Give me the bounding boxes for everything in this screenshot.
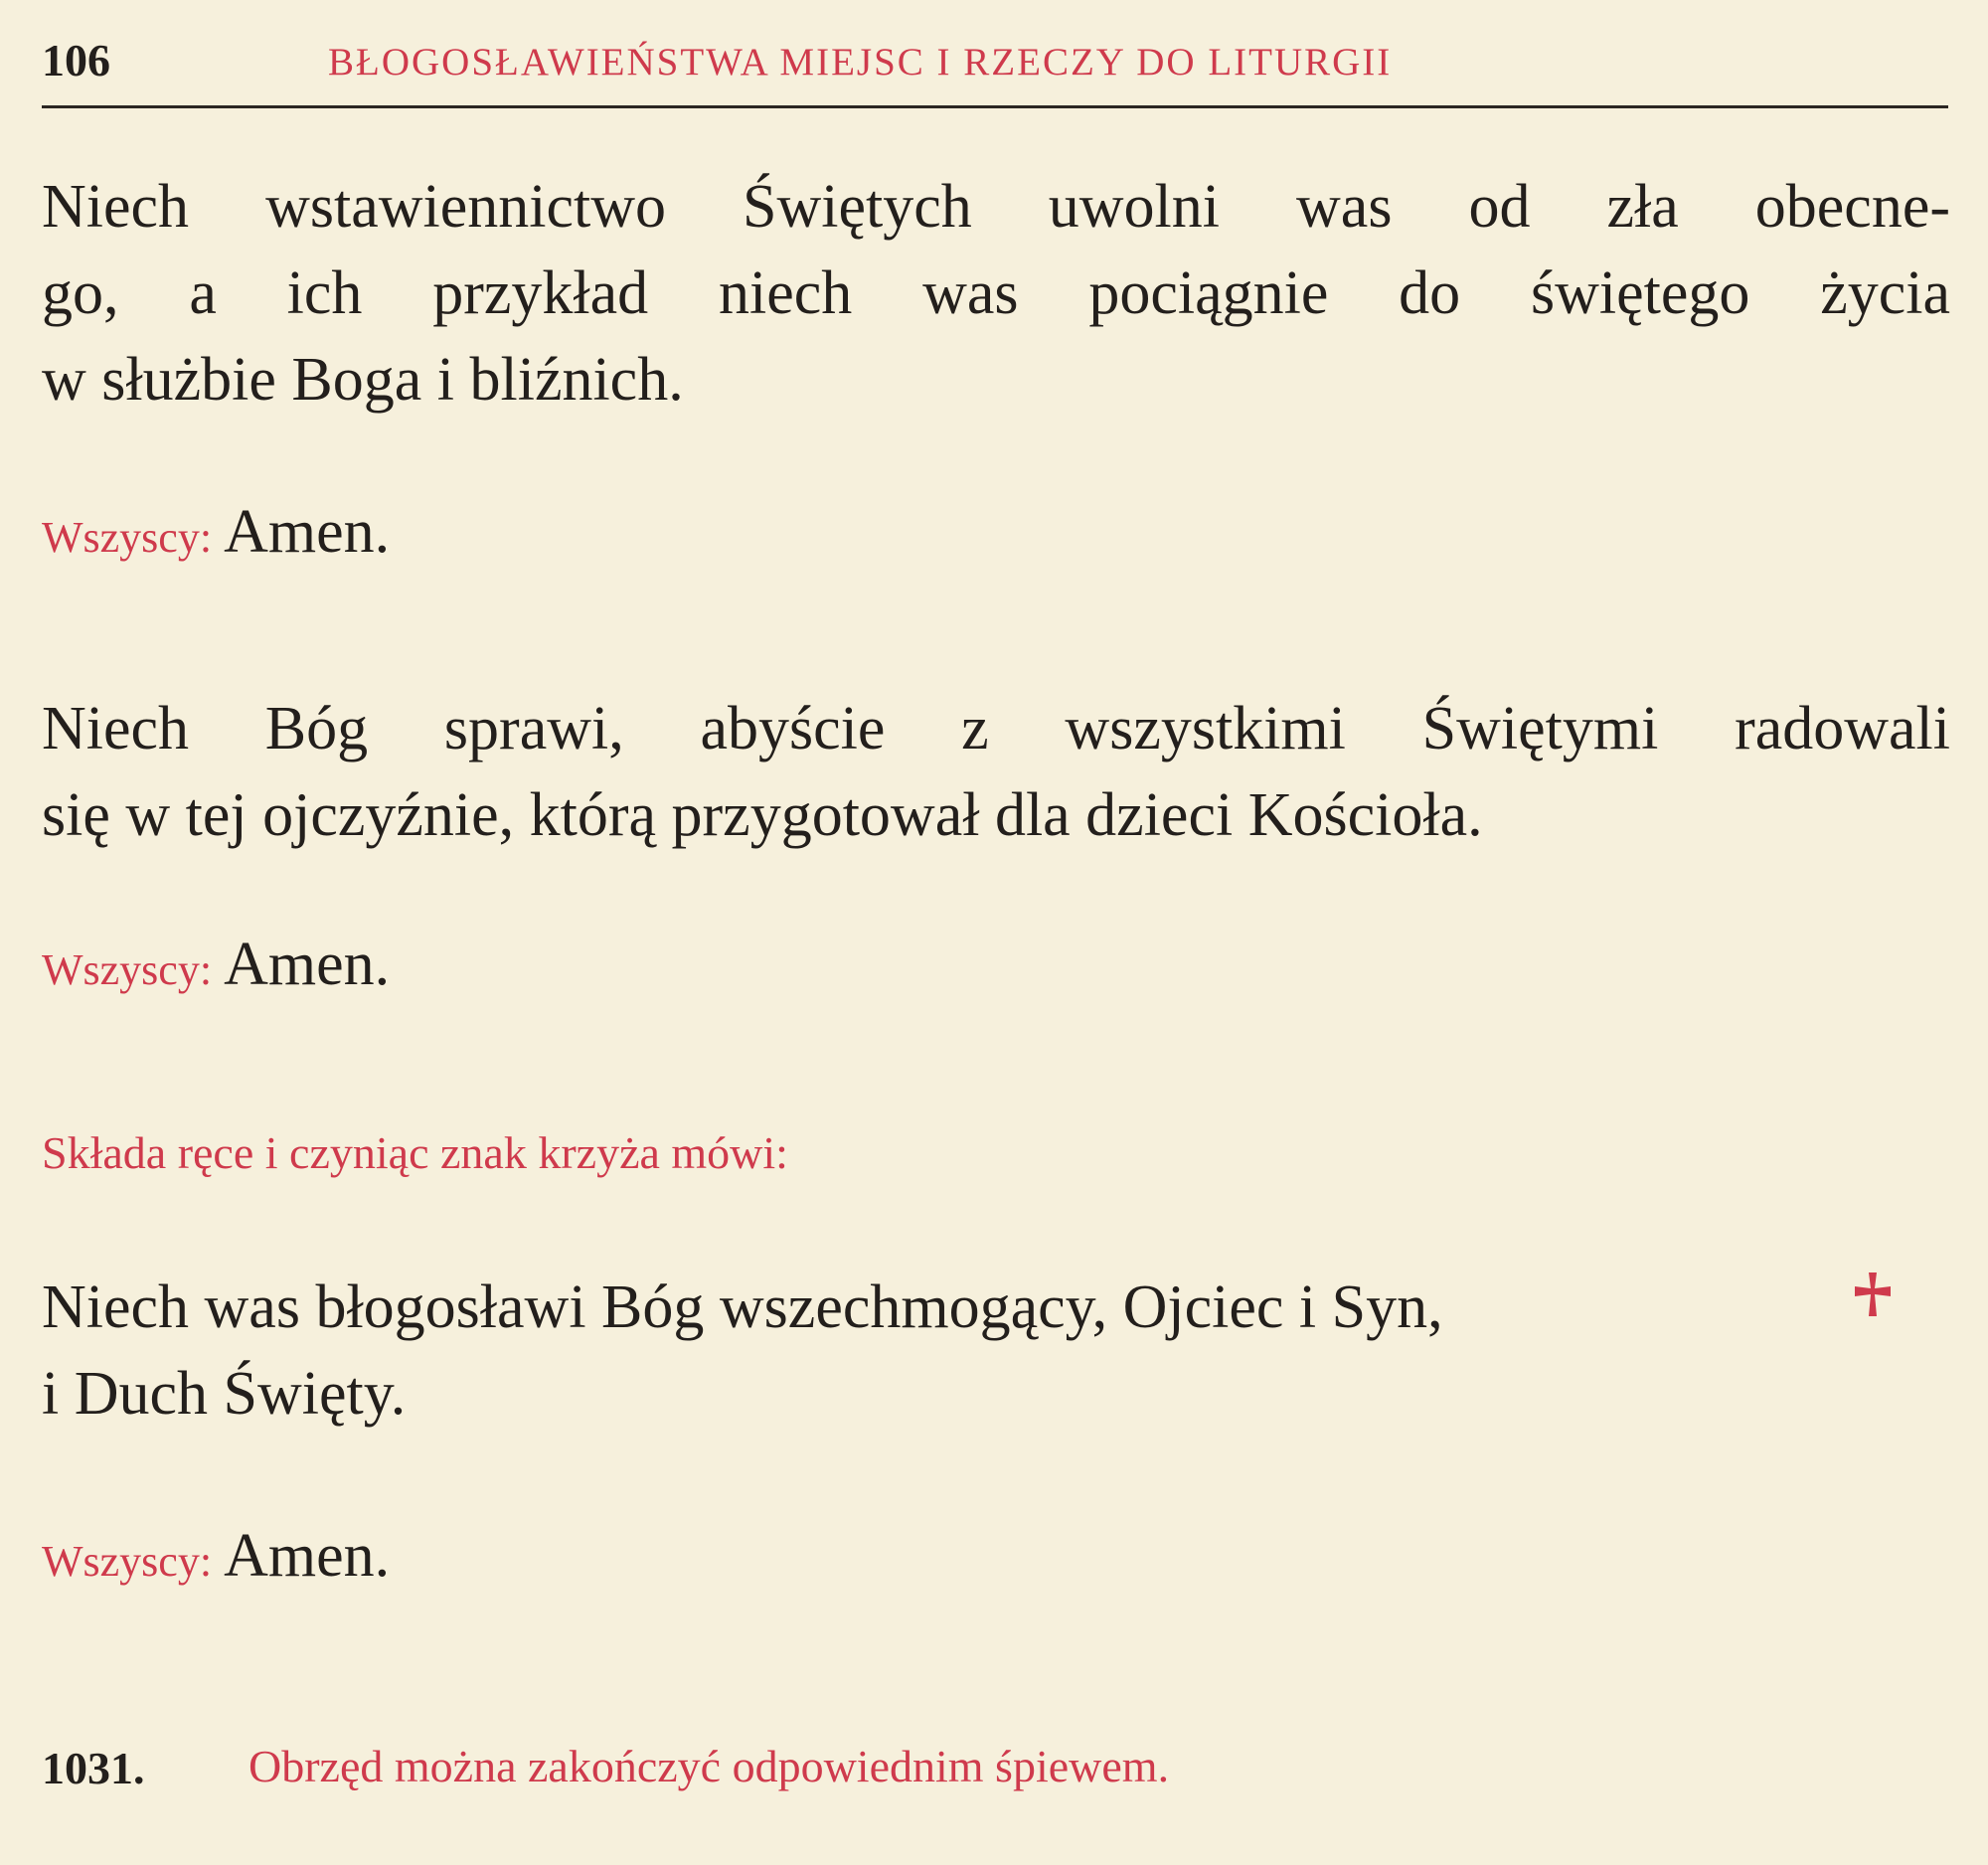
text-line: się w tej ojczyźnie, którą przygotował dla dzieci Kościoła.	[42, 781, 1483, 849]
response-text: Amen.	[224, 1522, 391, 1590]
text-line: w służbie Boga i bliźnich.	[42, 346, 684, 414]
response-speaker: Wszyscy:	[42, 1537, 213, 1586]
response-amen-3	[42, 1521, 390, 1592]
cross-icon	[1849, 1271, 1897, 1318]
response-amen-1	[42, 497, 390, 568]
blessing-paragraph-3	[42, 1265, 1831, 1438]
page-number: 106	[42, 35, 110, 85]
rubric-instruction: Składa ręce i czyniąc znak krzyża mówi:	[42, 1127, 788, 1178]
response-text: Amen.	[224, 498, 391, 566]
section-number: 1031.	[42, 1743, 145, 1793]
response-speaker: Wszyscy:	[42, 945, 213, 994]
section-rubric: Obrzęd można zakończyć odpowiednim śpiewem.	[248, 1741, 1170, 1791]
response-text: Amen.	[224, 931, 391, 998]
text-line: Niech was błogosławi Bóg wszechmogący, Ojciec i Syn,	[42, 1273, 1443, 1341]
response-amen-2	[42, 930, 390, 1000]
response-speaker: Wszyscy:	[42, 513, 213, 562]
text-line: go, a ich przykład niech was pociągnie do świętego życia	[42, 259, 1950, 327]
text-line: Niech Bóg sprawi, abyście z wszystkimi Świętymi radowali	[42, 695, 1950, 763]
text-line: i Duch Święty.	[42, 1360, 407, 1428]
blessing-paragraph-1	[42, 164, 1950, 424]
text-line: Niech wstawiennictwo Świętych uwolni was od zła obecne-	[42, 173, 1950, 241]
blessing-paragraph-2	[42, 686, 1950, 859]
running-title: BŁOGOSŁAWIEŃSTWA MIEJSC I RZECZY DO LITURGII	[328, 41, 1393, 84]
header-rule	[42, 105, 1948, 108]
page-header	[42, 22, 1948, 109]
